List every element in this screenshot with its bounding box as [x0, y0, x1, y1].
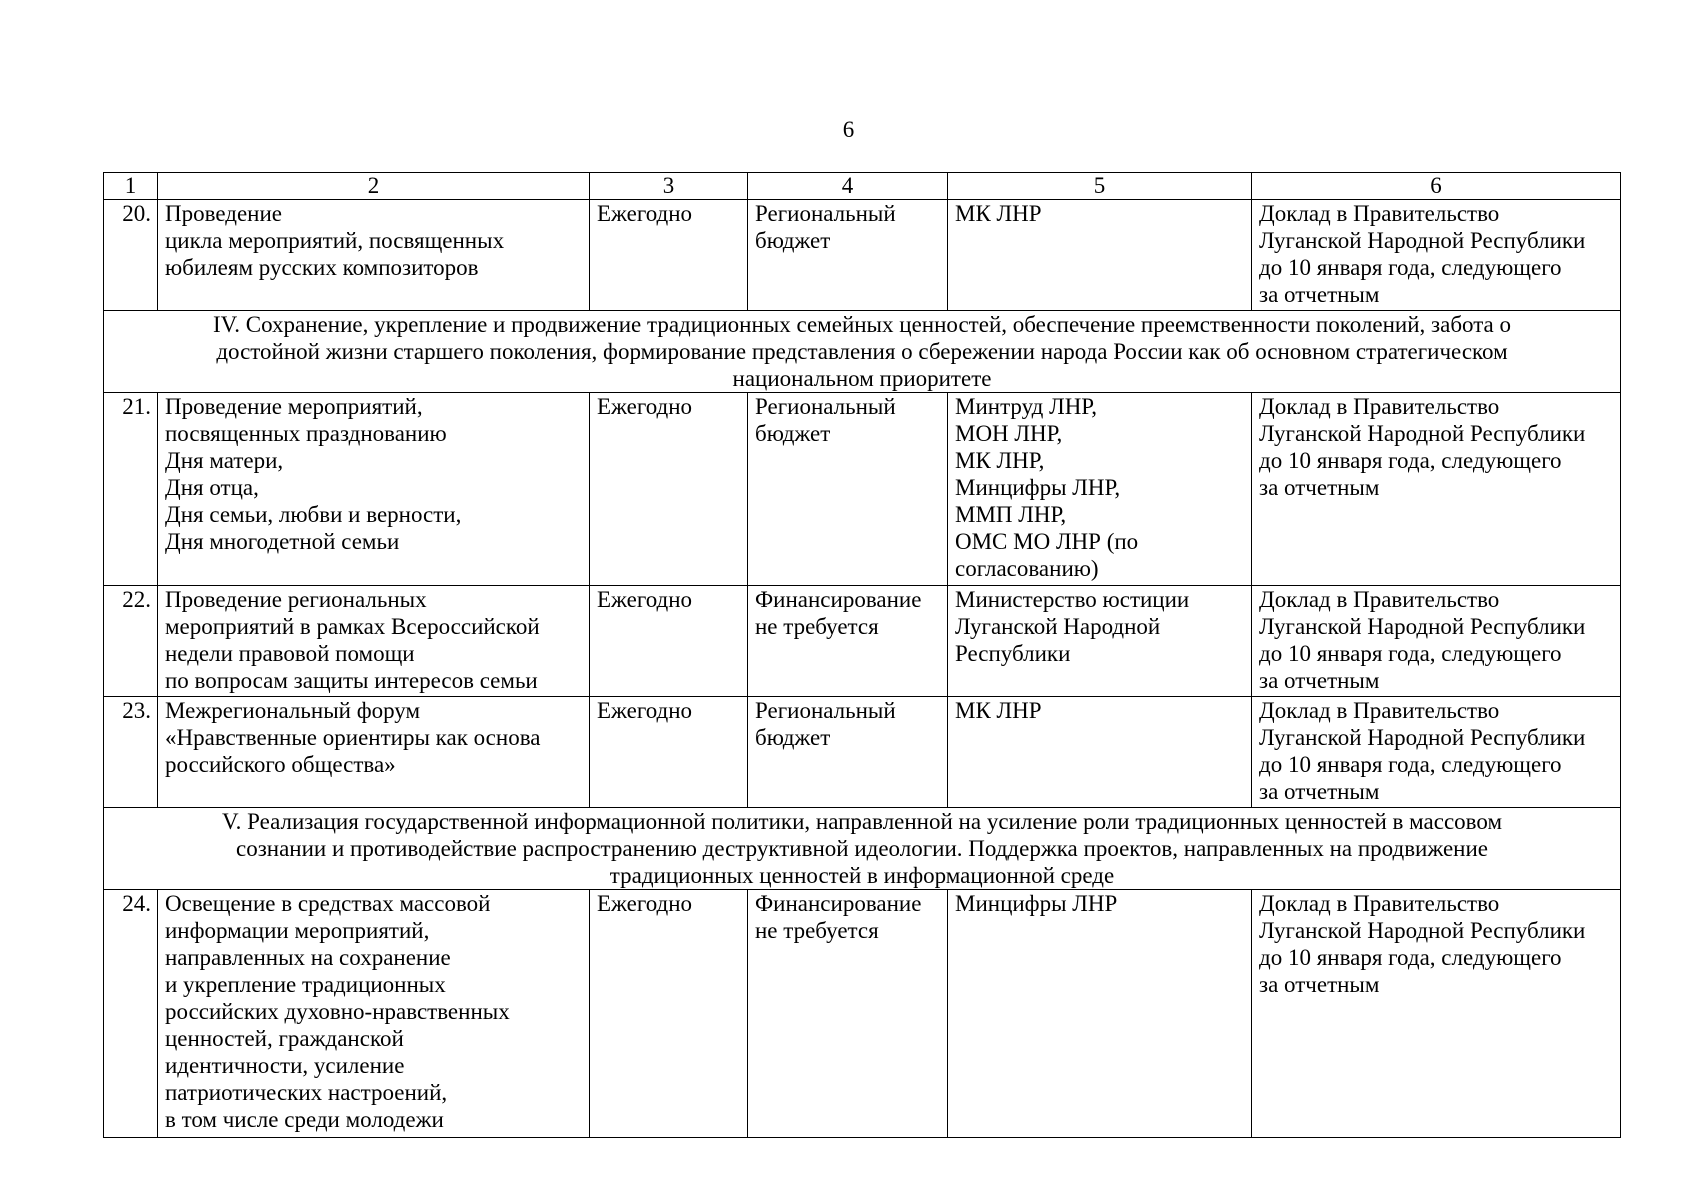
event-cell — [158, 697, 590, 808]
text-line: согласованию) — [955, 556, 1099, 581]
text-line: Доклад в Правительство — [1259, 587, 1500, 612]
row-number: 21. — [104, 393, 158, 586]
column-number-5: 5 — [948, 173, 1252, 200]
event-cell — [158, 890, 590, 1138]
event-cell — [158, 586, 590, 697]
text-line: информации мероприятий, — [165, 918, 430, 943]
text-line: «Нравственные ориентиры как основа — [165, 725, 541, 750]
row-number: 24. — [104, 890, 158, 1138]
column-number-6: 6 — [1252, 173, 1621, 200]
funding-cell — [748, 697, 948, 808]
text-line: Дня отца, — [165, 475, 259, 500]
text-line: достойной жизни старшего поколения, формирование представления о сбережении народа России как об основном стратегическом — [216, 339, 1508, 364]
text-line: патриотических настроений, — [165, 1080, 448, 1105]
column-number-1: 1 — [104, 173, 158, 200]
event-cell — [158, 393, 590, 586]
text-line: не требуется — [755, 614, 879, 639]
text-line: до 10 января года, следующего — [1259, 448, 1562, 473]
text-line: Луганской Народной Республики — [1259, 918, 1586, 943]
text-line: за отчетным — [1259, 475, 1380, 500]
text-line: сознании и противодействие распространению деструктивной идеологии. Поддержка проектов, направленных на продвижение — [235, 836, 1488, 861]
text-line: недели правовой помощи — [165, 641, 415, 666]
row-number: 23. — [104, 697, 158, 808]
text-line: по вопросам защиты интересов семьи — [165, 668, 538, 693]
report-cell — [1252, 586, 1621, 697]
text-line: Минцифры ЛНР — [955, 891, 1118, 916]
funding-cell — [748, 393, 948, 586]
text-line: Дня матери, — [165, 448, 284, 473]
text-line: мероприятий в рамках Всероссийской — [165, 614, 540, 639]
text-line: до 10 января года, следующего — [1259, 255, 1562, 280]
text-line: Доклад в Правительство — [1259, 201, 1500, 226]
text-line: до 10 января года, следующего — [1259, 641, 1562, 666]
text-line: Луганской Народной Республики — [1259, 614, 1586, 639]
text-line: Финансирование — [755, 891, 922, 916]
text-line: Проведение — [165, 201, 282, 226]
text-line: до 10 января года, следующего — [1259, 945, 1562, 970]
text-line: бюджет — [755, 228, 831, 253]
funding-cell — [748, 890, 948, 1138]
text-line: до 10 января года, следующего — [1259, 752, 1562, 777]
text-line: Министерство юстиции — [955, 587, 1190, 612]
text-line: Проведение региональных — [165, 587, 427, 612]
text-line: Республики — [955, 641, 1071, 666]
table-row — [104, 890, 1621, 1138]
measures-table — [103, 172, 1621, 1138]
row-number: 22. — [104, 586, 158, 697]
section-heading-text — [104, 311, 1621, 393]
column-number-2: 2 — [158, 173, 590, 200]
text-line: Минцифры ЛНР, — [955, 475, 1121, 500]
funding-cell — [748, 200, 948, 311]
text-line: V. Реализация государственной информационной политики, направленной на усиление роли традиционных ценностей в массовом — [221, 809, 1503, 834]
text-line: Луганской Народной Республики — [1259, 228, 1586, 253]
table-row — [104, 586, 1621, 697]
text-line: направленных на сохранение — [165, 945, 451, 970]
column-number-header-row — [104, 173, 1621, 200]
executor-cell — [948, 697, 1252, 808]
executor-cell — [948, 586, 1252, 697]
text-line: Финансирование — [755, 587, 922, 612]
report-cell — [1252, 890, 1621, 1138]
text-line: Доклад в Правительство — [1259, 698, 1500, 723]
text-line: бюджет — [755, 725, 831, 750]
text-line: традиционных ценностей в информационной среде — [609, 863, 1115, 888]
text-line: и укрепление традиционных — [165, 972, 446, 997]
text-line: Межрегиональный форум — [165, 698, 421, 723]
period-cell: Ежегодно — [590, 697, 748, 808]
text-line: за отчетным — [1259, 779, 1380, 804]
column-number-4: 4 — [748, 173, 948, 200]
text-line: Луганской Народной Республики — [1259, 421, 1586, 446]
text-line: Доклад в Правительство — [1259, 394, 1500, 419]
table-row — [104, 697, 1621, 808]
text-line: посвященных празднованию — [165, 421, 447, 446]
report-cell — [1252, 393, 1621, 586]
text-line: за отчетным — [1259, 668, 1380, 693]
text-line: российского общества» — [165, 752, 396, 777]
period-cell: Ежегодно — [590, 393, 748, 586]
executor-cell — [948, 393, 1252, 586]
text-line: юбилеям русских композиторов — [165, 255, 479, 280]
text-line: Проведение мероприятий, — [165, 394, 423, 419]
text-line: Дня семьи, любви и верности, — [165, 502, 462, 527]
text-line: Освещение в средствах массовой — [165, 891, 491, 916]
text-line: за отчетным — [1259, 972, 1380, 997]
text-line: за отчетным — [1259, 282, 1380, 307]
text-line: бюджет — [755, 421, 831, 446]
table-row — [104, 200, 1621, 311]
text-line: Луганской Народной — [955, 614, 1161, 639]
period-cell: Ежегодно — [590, 586, 748, 697]
text-line: МК ЛНР — [955, 698, 1042, 723]
report-cell — [1252, 697, 1621, 808]
text-line: Региональный — [755, 201, 896, 226]
text-line: национальном приоритете — [732, 366, 992, 391]
section-heading-text — [104, 808, 1621, 890]
text-line: IV. Сохранение, укрепление и продвижение традиционных семейных ценностей, обеспечение преемственности поколений, забота о — [212, 312, 1512, 337]
text-line: Луганской Народной Республики — [1259, 725, 1586, 750]
report-cell — [1252, 200, 1621, 311]
text-line: цикла мероприятий, посвященных — [165, 228, 505, 253]
text-line: в том числе среди молодежи — [165, 1107, 444, 1132]
funding-cell — [748, 586, 948, 697]
text-line: МОН ЛНР, — [955, 421, 1063, 446]
text-line: Региональный — [755, 698, 896, 723]
page-number: 6 — [842, 117, 855, 142]
section-heading-iv — [104, 311, 1621, 393]
text-line: Минтруд ЛНР, — [955, 394, 1097, 419]
table-row — [104, 393, 1621, 586]
text-line: Региональный — [755, 394, 896, 419]
period-cell: Ежегодно — [590, 200, 748, 311]
period-cell: Ежегодно — [590, 890, 748, 1138]
text-line: идентичности, усиление — [165, 1053, 405, 1078]
text-line: ценностей, гражданской — [165, 1026, 404, 1051]
executor-cell — [948, 200, 1252, 311]
row-number: 20. — [104, 200, 158, 311]
text-line: Дня многодетной семьи — [165, 529, 400, 554]
section-heading-v — [104, 808, 1621, 890]
text-line: МК ЛНР — [955, 201, 1042, 226]
text-line: российских духовно-нравственных — [165, 999, 510, 1024]
text-line: Доклад в Правительство — [1259, 891, 1500, 916]
event-cell — [158, 200, 590, 311]
executor-cell — [948, 890, 1252, 1138]
text-line: не требуется — [755, 918, 879, 943]
text-line: МК ЛНР, — [955, 448, 1045, 473]
text-line: ОМС МО ЛНР (по — [955, 529, 1139, 554]
text-line: ММП ЛНР, — [955, 502, 1067, 527]
column-number-3: 3 — [590, 173, 748, 200]
